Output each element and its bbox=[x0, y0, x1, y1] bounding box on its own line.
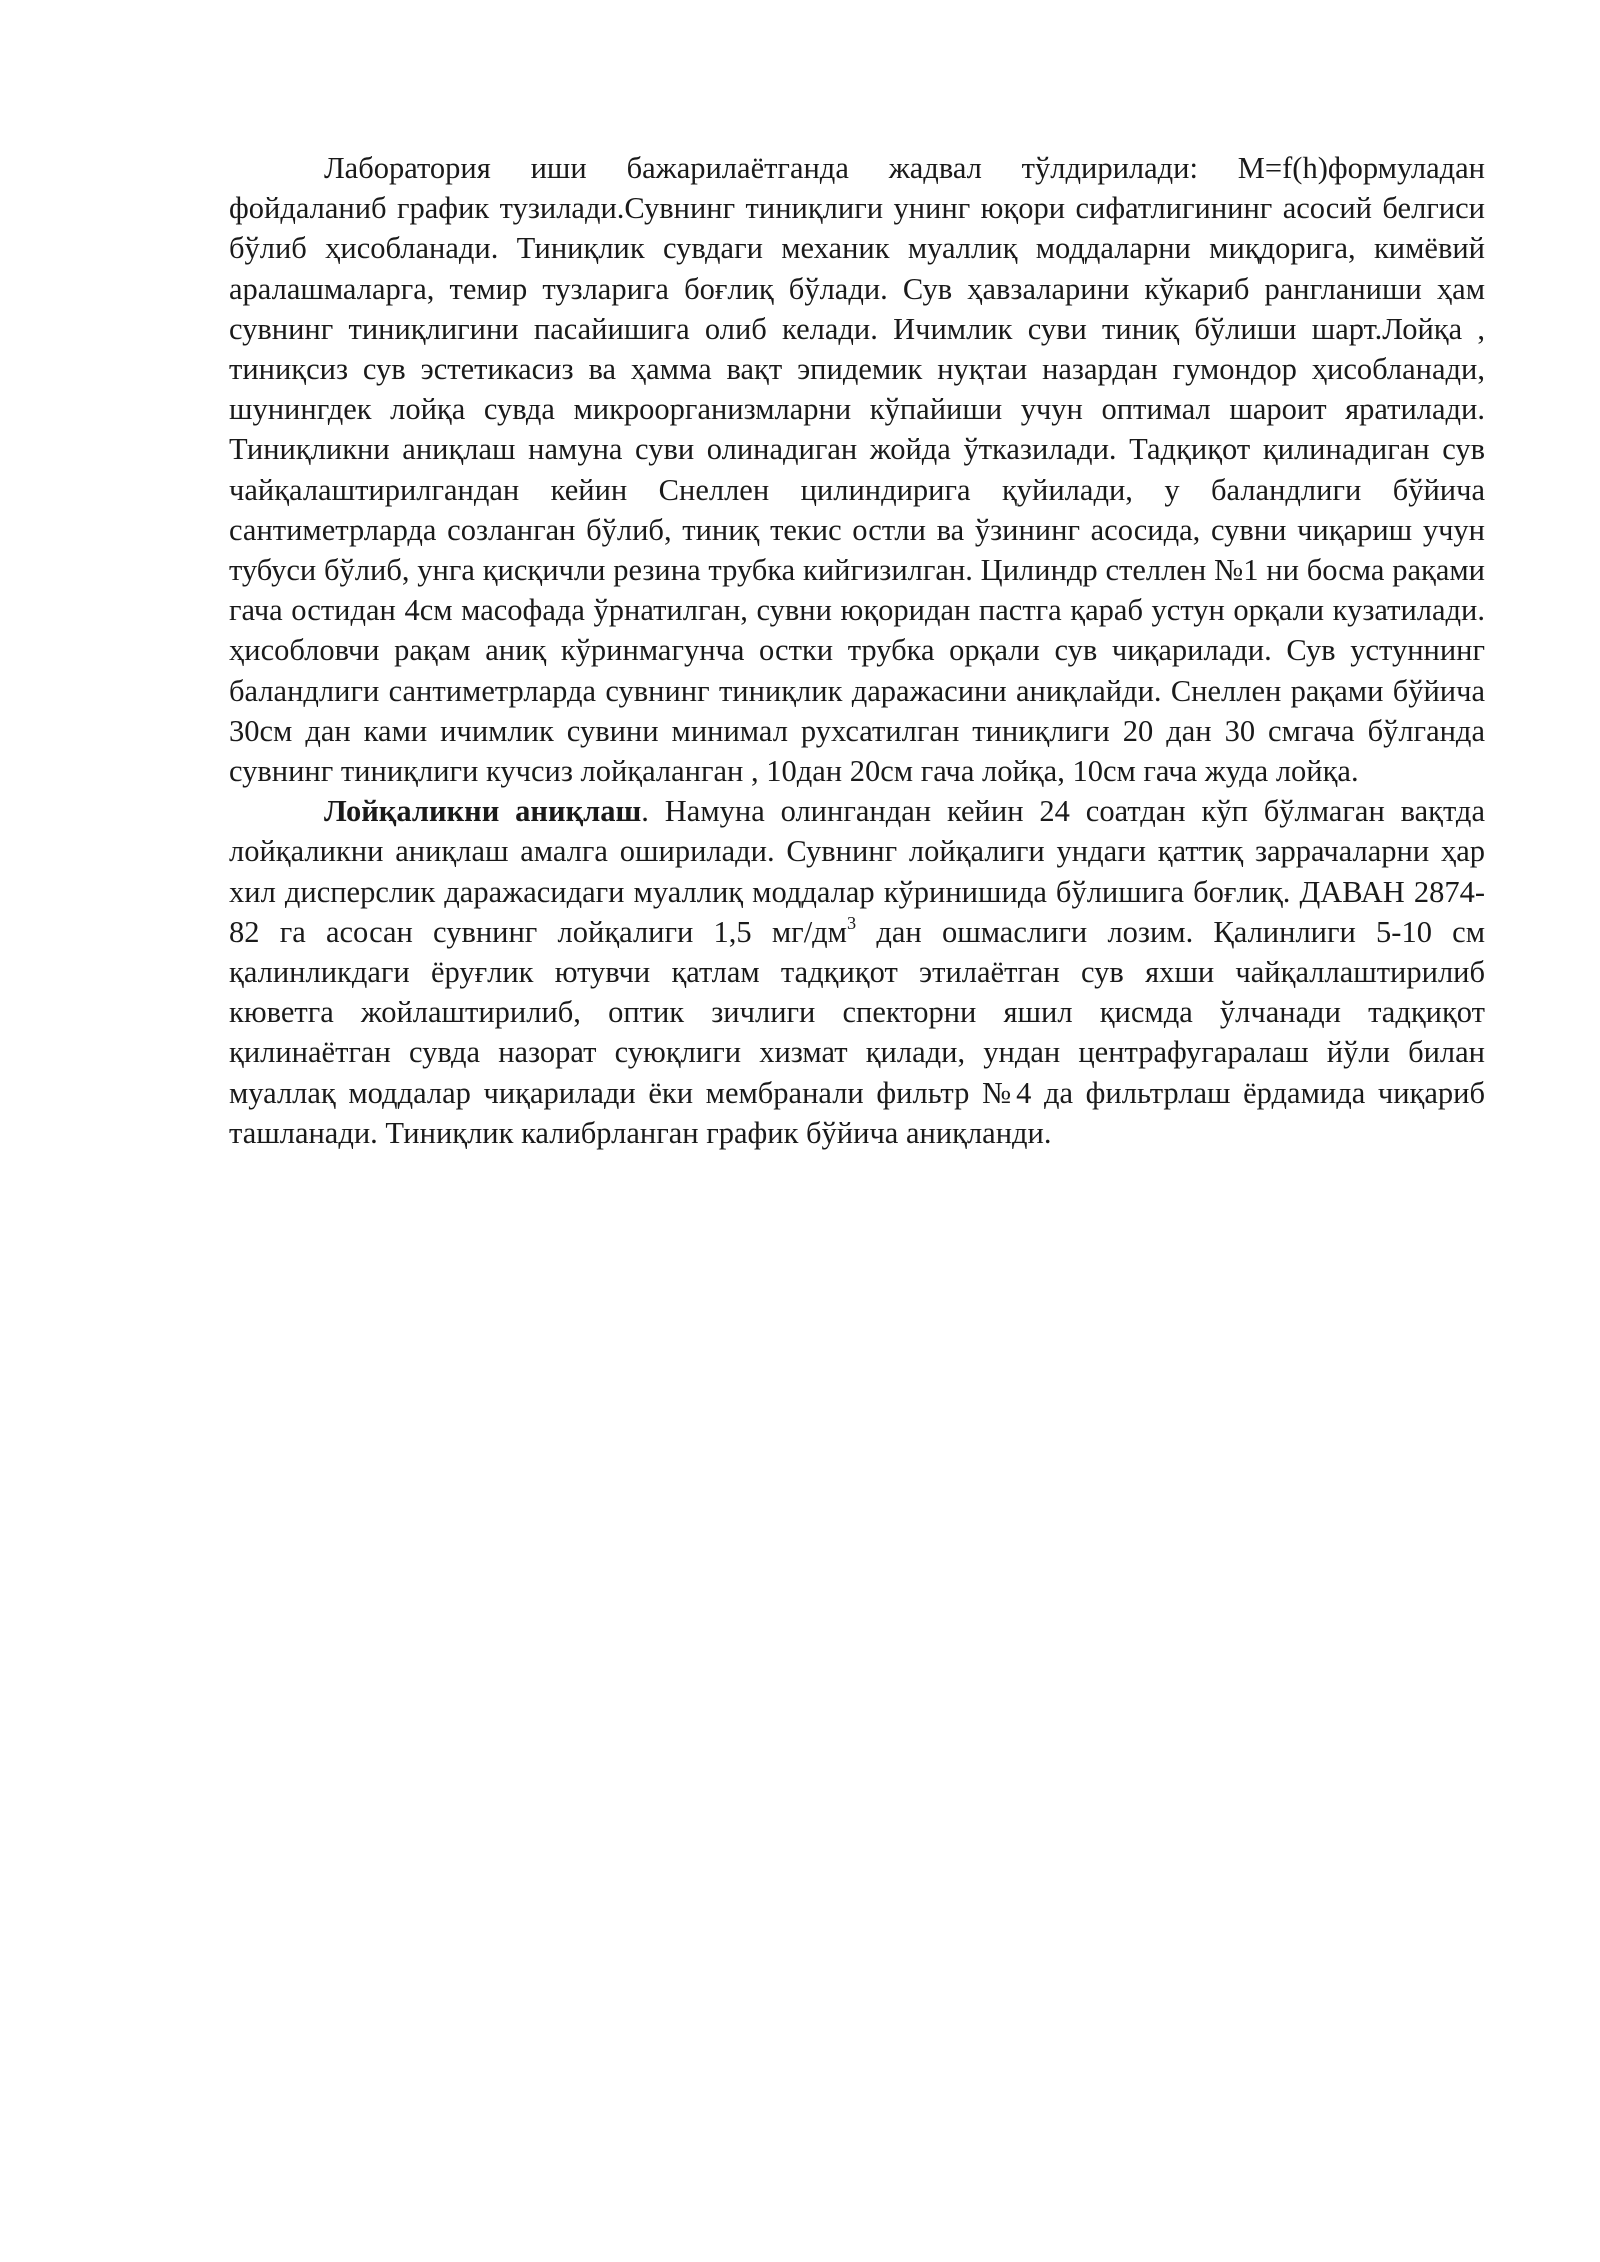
paragraph-turbidity bbox=[229, 791, 1485, 1153]
turbidity-text-part-2: дан ошмаслиги лозим. Қалинлиги 5-10 см қалинликдаги ёруғлик ютувчи қатлам тадқиқот этилаётган сув яхши чайқаллаштирилиб кюветга жойлаштирилиб, оптик зичлиги спекторни яшил қисмда ўлчанади тадқиқот қилинаётган сувда назорат суюқлиги хизмат қилади, ундан центрафугаралаш йўли билан муаллақ моддалар чиқарилади ёки мембранали фильтр №4 да фильтрлаш ёрдамида чиқариб ташланади. Тиниқлик калибрланган график бўйича аниқланди. bbox=[229, 914, 1485, 1150]
paragraph-transparency-text: Лаборатория иши бажарилаётганда жадвал тўлдирилади: M=f(h)формуладан фойдаланиб график тузилади.Сувнинг тиниқлиги унинг юқори сифатлигининг асосий белгиси бўлиб ҳисобланади. Тиниқлик сувдаги механик муаллиқ моддаларни миқдорига, кимёвий аралашмаларга, темир тузларига боғлиқ бўлади. Сув ҳавзаларини кўкариб рангланиши ҳам сувнинг тиниқлигини пасайишига олиб келади. Ичимлик суви тиниқ бўлиши шарт.Лойқа , тиниқсиз сув эстетикасиз ва ҳамма вақт эпидемик нуқтаи назардан гумондор ҳисобланади, шунингдек лойқа сувда микроорганизмларни кўпайиши учун оптимал шароит яратилади. Тиниқликни аниқлаш намуна суви олинадиган жойда ўтказилади. Тадқиқот қилинадиган сув чайқалаштирилгандан кейин Снеллен цилиндирига қуйилади, у баландлиги бўйича сантиметрларда созланган бўлиб, тиниқ текис остли ва ўзининг асосида, сувни чиқариш учун тубуси бўлиб, унга қисқичли резина трубка кийгизилган. Цилиндр стеллен №1 ни босма рақами гача остидан 4см масофада ўрнатилган, сувни юқоридан пастга қараб устун орқали кузатилади. ҳисобловчи рақам аниқ кўринмагунча остки трубка орқали сув чиқарилади. Сув устуннинг баландлиги сантиметрларда сувнинг тиниқлик даражасини аниқлайди. Снеллен рақами бўйича 30см дан ками ичимлик сувини минимал рухсатилган тиниқлиги 20 дан 30 смгача бўлганда сувнинг тиниқлиги кучсиз лойқаланган , 10дан 20см гача лойқа, 10см гача жуда лойқа. bbox=[229, 151, 1485, 789]
document-body bbox=[229, 148, 1485, 1153]
turbidity-text-part-1: . Намуна олингандан кейин 24 соатдан кўп бўлмаган вақтда лойқаликни аниқлаш амалга оширилади. Сувнинг лойқалиги ундаги қаттиқ заррачаларни ҳар хил дисперслик даражасидаги муаллиқ моддалар кўринишида бўлишига боғлиқ. ДАВАН 2874-82 га асосан сувнинг лойқалиги 1,5 мг/дм bbox=[229, 794, 1485, 949]
paragraph-transparency bbox=[229, 148, 1485, 791]
cubic-superscript: 3 bbox=[847, 913, 857, 934]
turbidity-heading: Лойқаликни аниқлаш bbox=[324, 794, 642, 829]
